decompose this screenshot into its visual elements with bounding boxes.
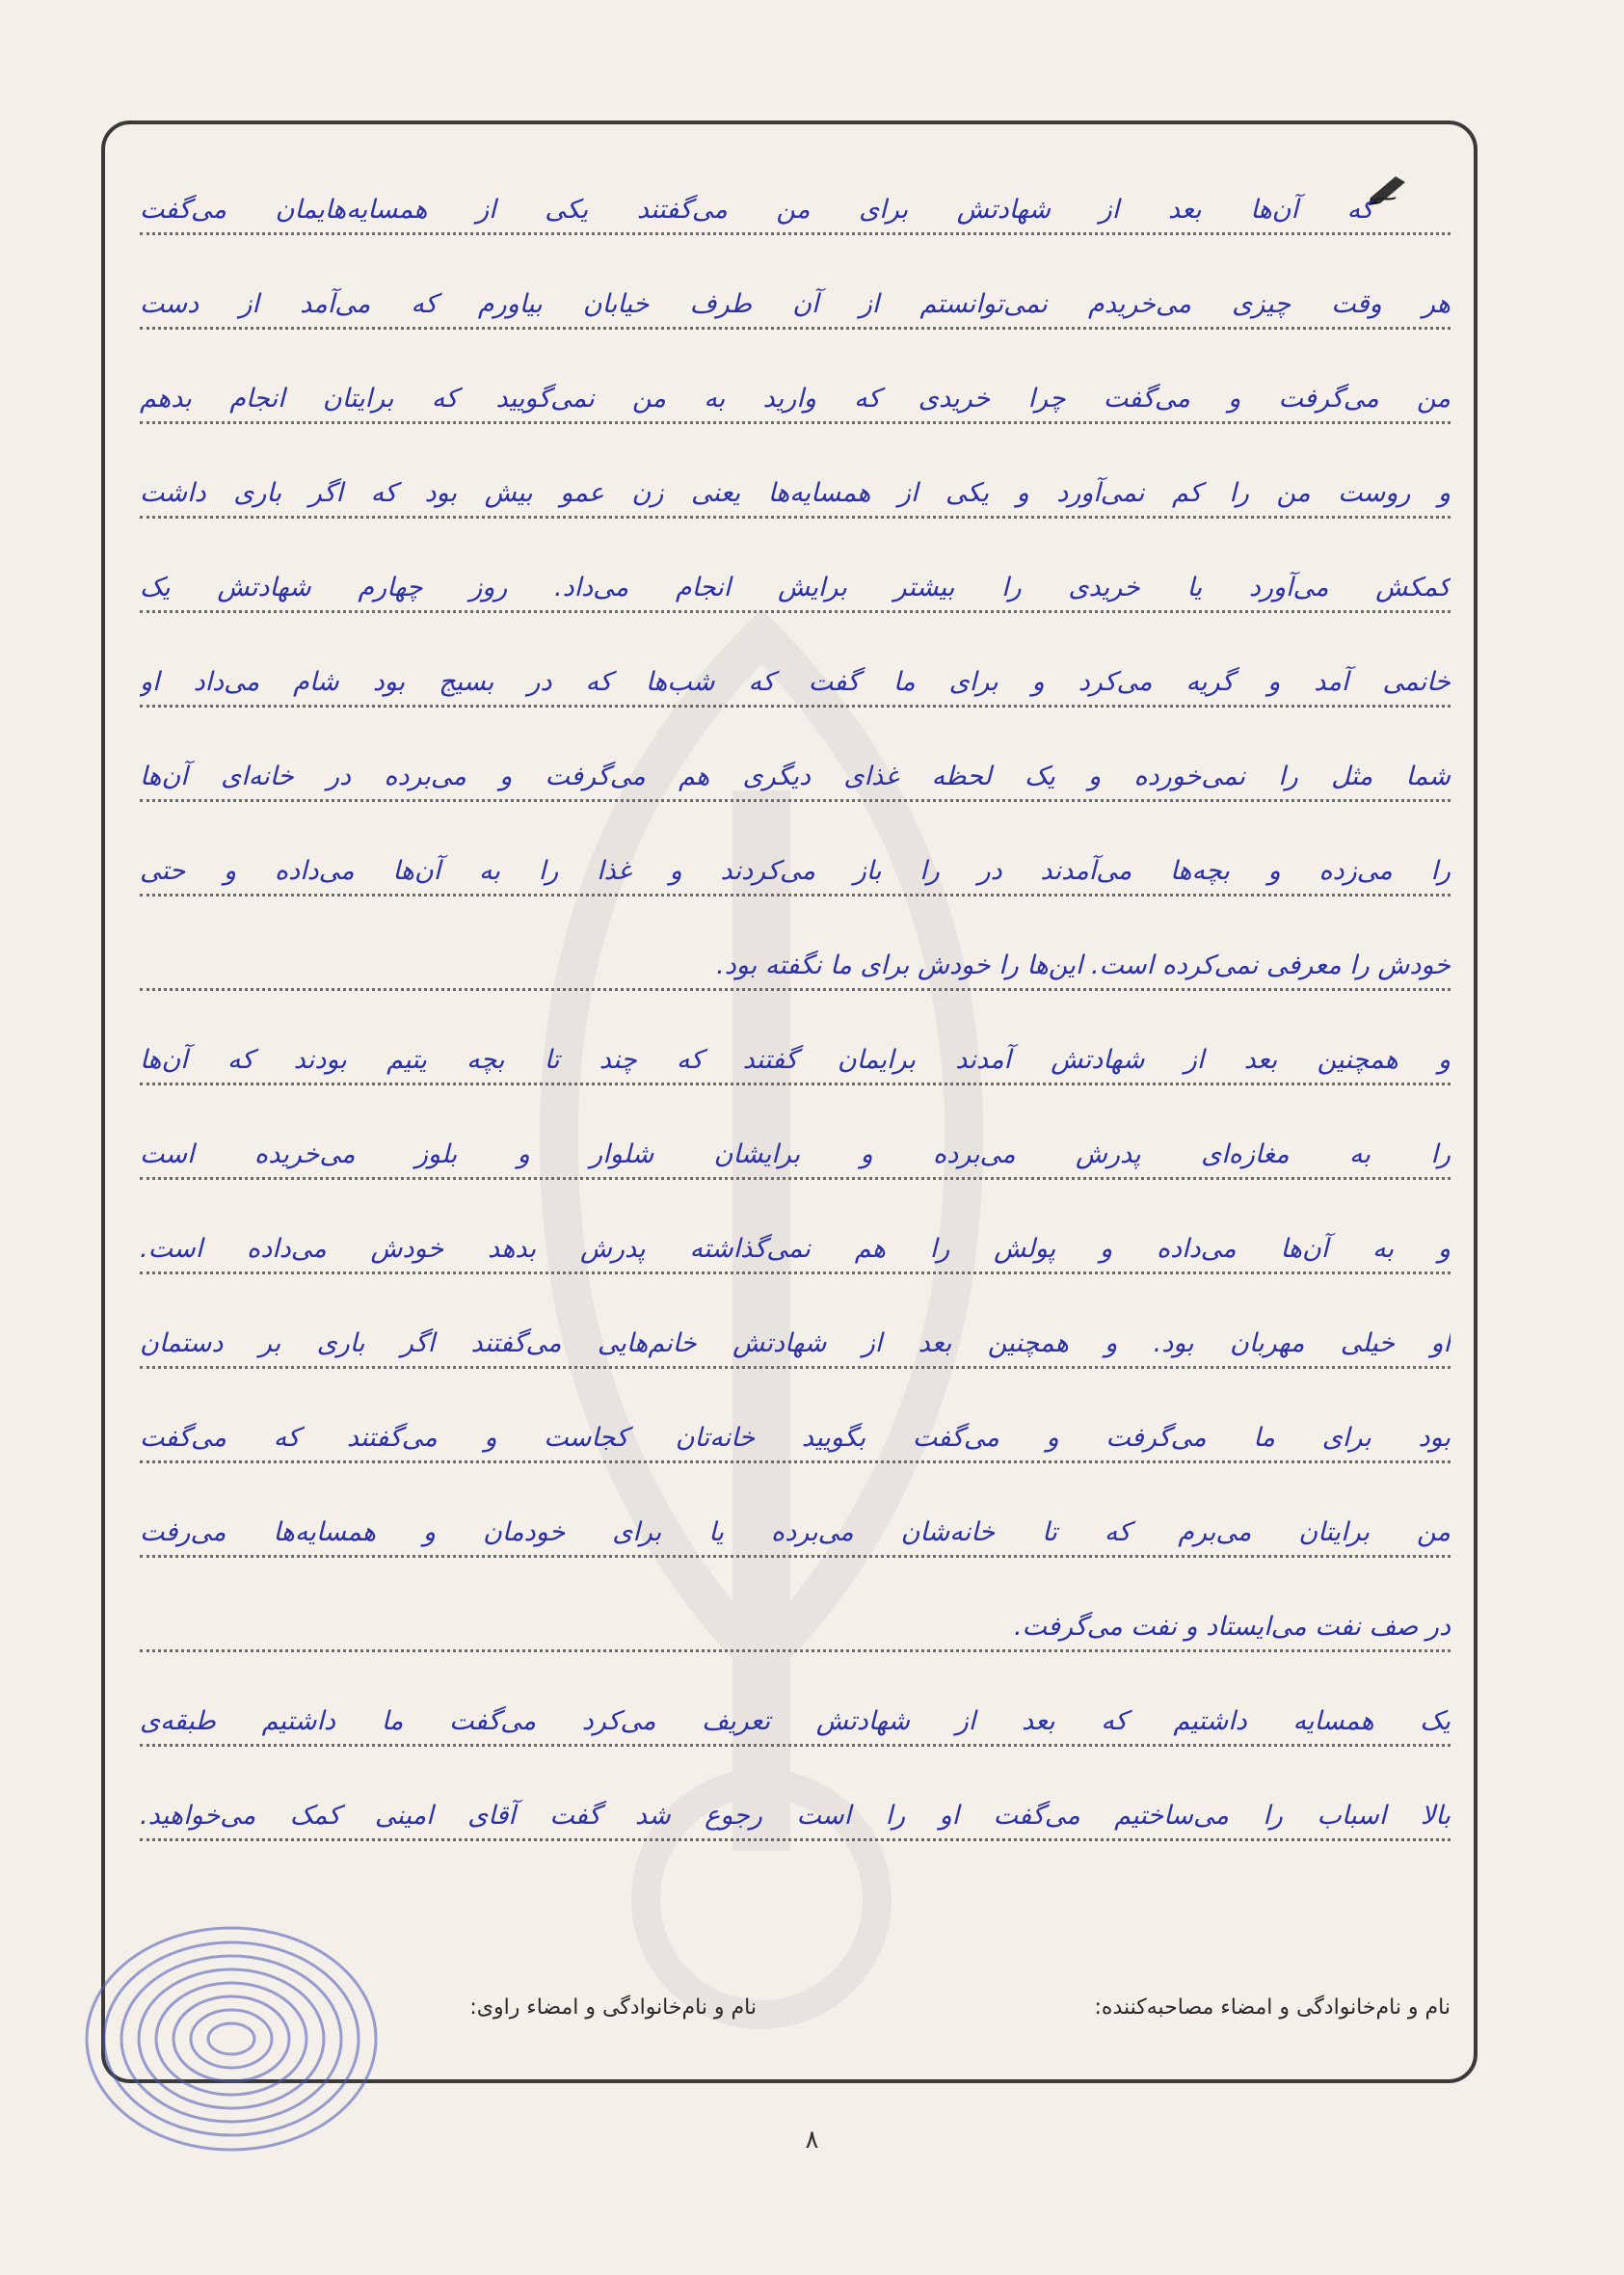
text-line [140, 1675, 1451, 1747]
line-text: بود برای ما می‌گرفت و می‌گفت بگویید خانه‌تان کجاست و می‌گفتند که می‌گفت [140, 1423, 1451, 1453]
line-text: خانمی آمد و گریه می‌کرد و برای ما گفت که شب‌ها که در بسیج بود شام می‌داد او [140, 667, 1451, 697]
line-text: شما مثل را نمی‌خورده و یک لحظه غذای دیگری هم می‌گرفت و می‌برده در خانه‌ای آن‌ها [140, 762, 1451, 791]
text-line [140, 258, 1451, 330]
text-line [140, 731, 1451, 802]
text-line [140, 1486, 1451, 1558]
text-line [140, 636, 1451, 708]
text-line [140, 353, 1451, 424]
narrator-signature-label: نام و نام‌خانوادگی و امضاء راوی: [469, 1995, 757, 2020]
text-line [140, 1109, 1451, 1180]
text-line [140, 1581, 1451, 1652]
text-line [140, 1770, 1451, 1841]
line-text: را به مغازه‌ای پدرش می‌برده و برایشان شلوار و بلوز می‌خریده است [140, 1139, 1451, 1169]
line-text: من برایتان می‌برم که تا خانه‌شان می‌برده یا برای خودمان و همسایه‌ها می‌رفت [140, 1517, 1451, 1547]
line-text: او خیلی مهربان بود. و همچنین بعد از شهادتش خانم‌هایی می‌گفتند اگر باری بر دستمان [140, 1328, 1451, 1358]
line-text: بالا اسباب را می‌ساختیم می‌گفت او را است رجوع شد گفت آقای امینی کمک می‌خواهید. [140, 1801, 1451, 1831]
text-line [140, 1392, 1451, 1463]
text-line [140, 1014, 1451, 1085]
text-line [140, 825, 1451, 897]
text-line [140, 164, 1451, 235]
interviewer-signature-label: نام و نام‌خانوادگی و امضاء مصاحبه‌کننده: [1094, 1995, 1451, 2020]
line-text: من می‌گرفت و می‌گفت چرا خریدی که وارید به من نمی‌گویید که برایتان انجام بدهم [140, 384, 1451, 414]
line-text: که آن‌ها بعد از شهادتش برای من می‌گفتند یکی از همسایه‌هایمان می‌گفت [140, 195, 1373, 225]
line-text: و همچنین بعد از شهادتش آمدند برایمان گفتند که چند تا بچه یتیم بودند که آن‌ها [140, 1045, 1451, 1075]
line-text: کمکش می‌آورد یا خریدی را بیشتر برایش انجام می‌داد. روز چهارم شهادتش یک [140, 573, 1451, 602]
page-number: ۸ [805, 2126, 819, 2155]
text-line [140, 542, 1451, 613]
line-text: را می‌زده و بچه‌ها می‌آمدند در را باز می‌کردند و غذا را به آن‌ها می‌داده و حتی [140, 856, 1451, 886]
text-line [140, 920, 1451, 991]
line-text: و به آن‌ها می‌داده و پولش را هم نمی‌گذاشته پدرش بدهد خودش می‌داده است. [140, 1234, 1451, 1264]
line-text: خودش را معرفی نمی‌کرده است. این‌ها را خودش برای ما نگفته بود. [716, 950, 1451, 980]
line-text: یک همسایه داشتیم که بعد از شهادتش تعریف می‌کرد می‌گفت ما داشتیم طبقه‌ی [140, 1706, 1451, 1736]
line-text: و روست من را کم نمی‌آورد و یکی از همسایه‌ها یعنی زن عمو بیش بود که اگر باری داشت [140, 478, 1451, 508]
text-line [140, 1203, 1451, 1274]
text-line [140, 1298, 1451, 1369]
line-text: در صف نفت می‌ایستاد و نفت می‌گرفت. [1013, 1612, 1451, 1642]
text-line [140, 447, 1451, 519]
line-text: هر وقت چیزی می‌خریدم نمی‌توانستم از آن طرف خیابان بیاورم که می‌آمد از دست [140, 289, 1451, 319]
